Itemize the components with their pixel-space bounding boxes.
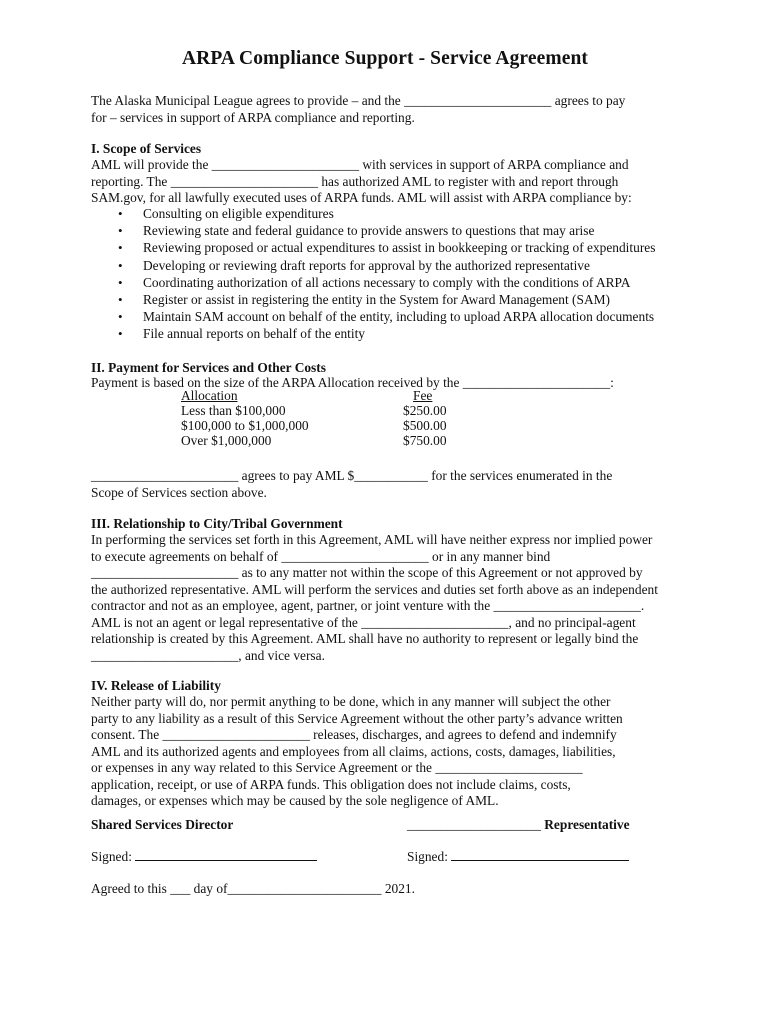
fee-table xyxy=(181,389,493,449)
relationship-line: In performing the services set forth in this Agreement, AML will have neither express nor implied power xyxy=(91,532,653,547)
signed-right-label: Signed: xyxy=(407,849,448,864)
payment-heading: II. Payment for Services and Other Costs xyxy=(91,360,326,375)
fee-table-row xyxy=(181,404,493,419)
relationship-line: AML is not an agent or legal representative of the ______________________, and no principal-agent xyxy=(91,614,636,630)
fee-column-header: Fee xyxy=(413,388,433,403)
relationship-line: ______________________ as to any matter not within the scope of this Agreement or not approved by xyxy=(91,565,643,580)
signed-right xyxy=(407,849,629,865)
scope-line: reporting. The ______________________ has authorized AML to register with and report through xyxy=(91,173,619,189)
representative-title: Representative xyxy=(544,817,630,832)
fee-table-row xyxy=(181,434,493,449)
liability-heading: IV. Release of Liability xyxy=(91,678,221,693)
relationship-heading: III. Relationship to City/Tribal Government xyxy=(91,516,343,531)
scope-line: AML will provide the ______________________ with services in support of ARPA compliance and xyxy=(91,157,629,172)
liability-line: application, receipt, or use of ARPA funds. This obligation does not include claims, costs, xyxy=(91,776,571,792)
signed-left xyxy=(91,849,317,865)
signature-line-left[interactable] xyxy=(135,849,317,861)
signature-line-right[interactable] xyxy=(451,849,629,861)
scope-heading: I. Scope of Services xyxy=(91,141,202,156)
intro-paragraph xyxy=(91,93,691,126)
intro-line: for – services in support of ARPA compliance and reporting. xyxy=(91,109,415,125)
representative-name-blank[interactable]: ____________________ xyxy=(407,817,541,832)
fee-cell: $250.00 xyxy=(403,402,447,418)
liability-line: or expenses in any way related to this Service Agreement or the ______________________ xyxy=(91,760,583,775)
scope-paragraph xyxy=(91,157,691,207)
scope-line: SAM.gov, for all lawfully executed uses of ARPA funds. AML will assist with ARPA compliance by: xyxy=(91,190,632,205)
fee-table-header xyxy=(181,389,493,404)
shared-services-director-label: Shared Services Director xyxy=(91,817,234,832)
allocation-cell: Less than $100,000 xyxy=(181,402,286,418)
signed-left-label: Signed: xyxy=(91,849,132,864)
liability-line: AML and its authorized agents and employees from all claims, actions, costs, damages, liabilities, xyxy=(91,743,616,759)
relationship-line: the authorized representative. AML will perform the services and duties set forth above as an independent xyxy=(91,581,658,597)
allocation-column-header: Allocation xyxy=(181,388,238,403)
intro-line: The Alaska Municipal League agrees to provide – and the ______________________ agrees to pay xyxy=(91,93,626,108)
fee-table-row xyxy=(181,419,493,434)
allocation-cell: $100,000 to $1,000,000 xyxy=(181,417,309,433)
fee-cell: $500.00 xyxy=(403,417,447,433)
liability-paragraph xyxy=(91,694,691,810)
scope-bullet: • Developing or reviewing draft reports for approval by the authorized representative xyxy=(91,257,655,274)
scope-bullet: • Register or assist in registering the entity in the System for Award Management (SAM) xyxy=(91,291,655,308)
payment-agreement-line: ______________________ agrees to pay AML $___________ for the services enumerated in the xyxy=(91,468,613,483)
relationship-line: ______________________, and vice versa. xyxy=(91,647,325,663)
scope-bullet: • Reviewing state and federal guidance to provide answers to questions that may arise xyxy=(91,222,655,239)
scope-bullet: • File annual reports on behalf of the entity xyxy=(91,325,655,342)
liability-line: consent. The ______________________ releases, discharges, and agrees to defend and indemnify xyxy=(91,727,617,742)
scope-bullet: • Consulting on eligible expenditures xyxy=(91,205,655,222)
relationship-paragraph xyxy=(91,532,701,664)
fee-cell: $750.00 xyxy=(403,432,447,448)
scope-bullet: • Reviewing proposed or actual expenditures to assist in bookkeeping or tracking of expenditures xyxy=(91,239,655,256)
relationship-line: relationship is created by this Agreement. AML shall have no authority to represent or legally bind the xyxy=(91,631,639,646)
scope-bullet: • Coordinating authorization of all actions necessary to comply with the conditions of ARPA xyxy=(91,274,655,291)
scope-bullet-list xyxy=(91,205,655,343)
agreed-date-line: Agreed to this ___ day of_______________________ 2021. xyxy=(91,881,415,896)
document-title: ARPA Compliance Support - Service Agreement xyxy=(182,48,588,69)
scope-bullet: • Maintain SAM account on behalf of the entity, including to upload ARPA allocation documents xyxy=(91,308,655,325)
payment-agreement-line: Scope of Services section above. xyxy=(91,484,267,500)
liability-line: damages, or expenses which may be caused by the sole negligence of AML. xyxy=(91,793,499,808)
liability-line: Neither party will do, nor permit anything to be done, which in any manner will subject the other xyxy=(91,694,611,709)
allocation-cell: Over $1,000,000 xyxy=(181,432,272,448)
payment-line: Payment is based on the size of the ARPA Allocation received by the ______________________: xyxy=(91,375,614,390)
relationship-line: contractor and not as an employee, agent, partner, or joint venture with the ______________________. xyxy=(91,598,645,613)
payment-agreement-paragraph xyxy=(91,468,691,501)
liability-line: party to any liability as a result of this Service Agreement without the other party’s advance written xyxy=(91,710,623,726)
representative-signature-label xyxy=(407,817,630,833)
relationship-line: to execute agreements on behalf of ______________________ or in any manner bind xyxy=(91,548,551,564)
